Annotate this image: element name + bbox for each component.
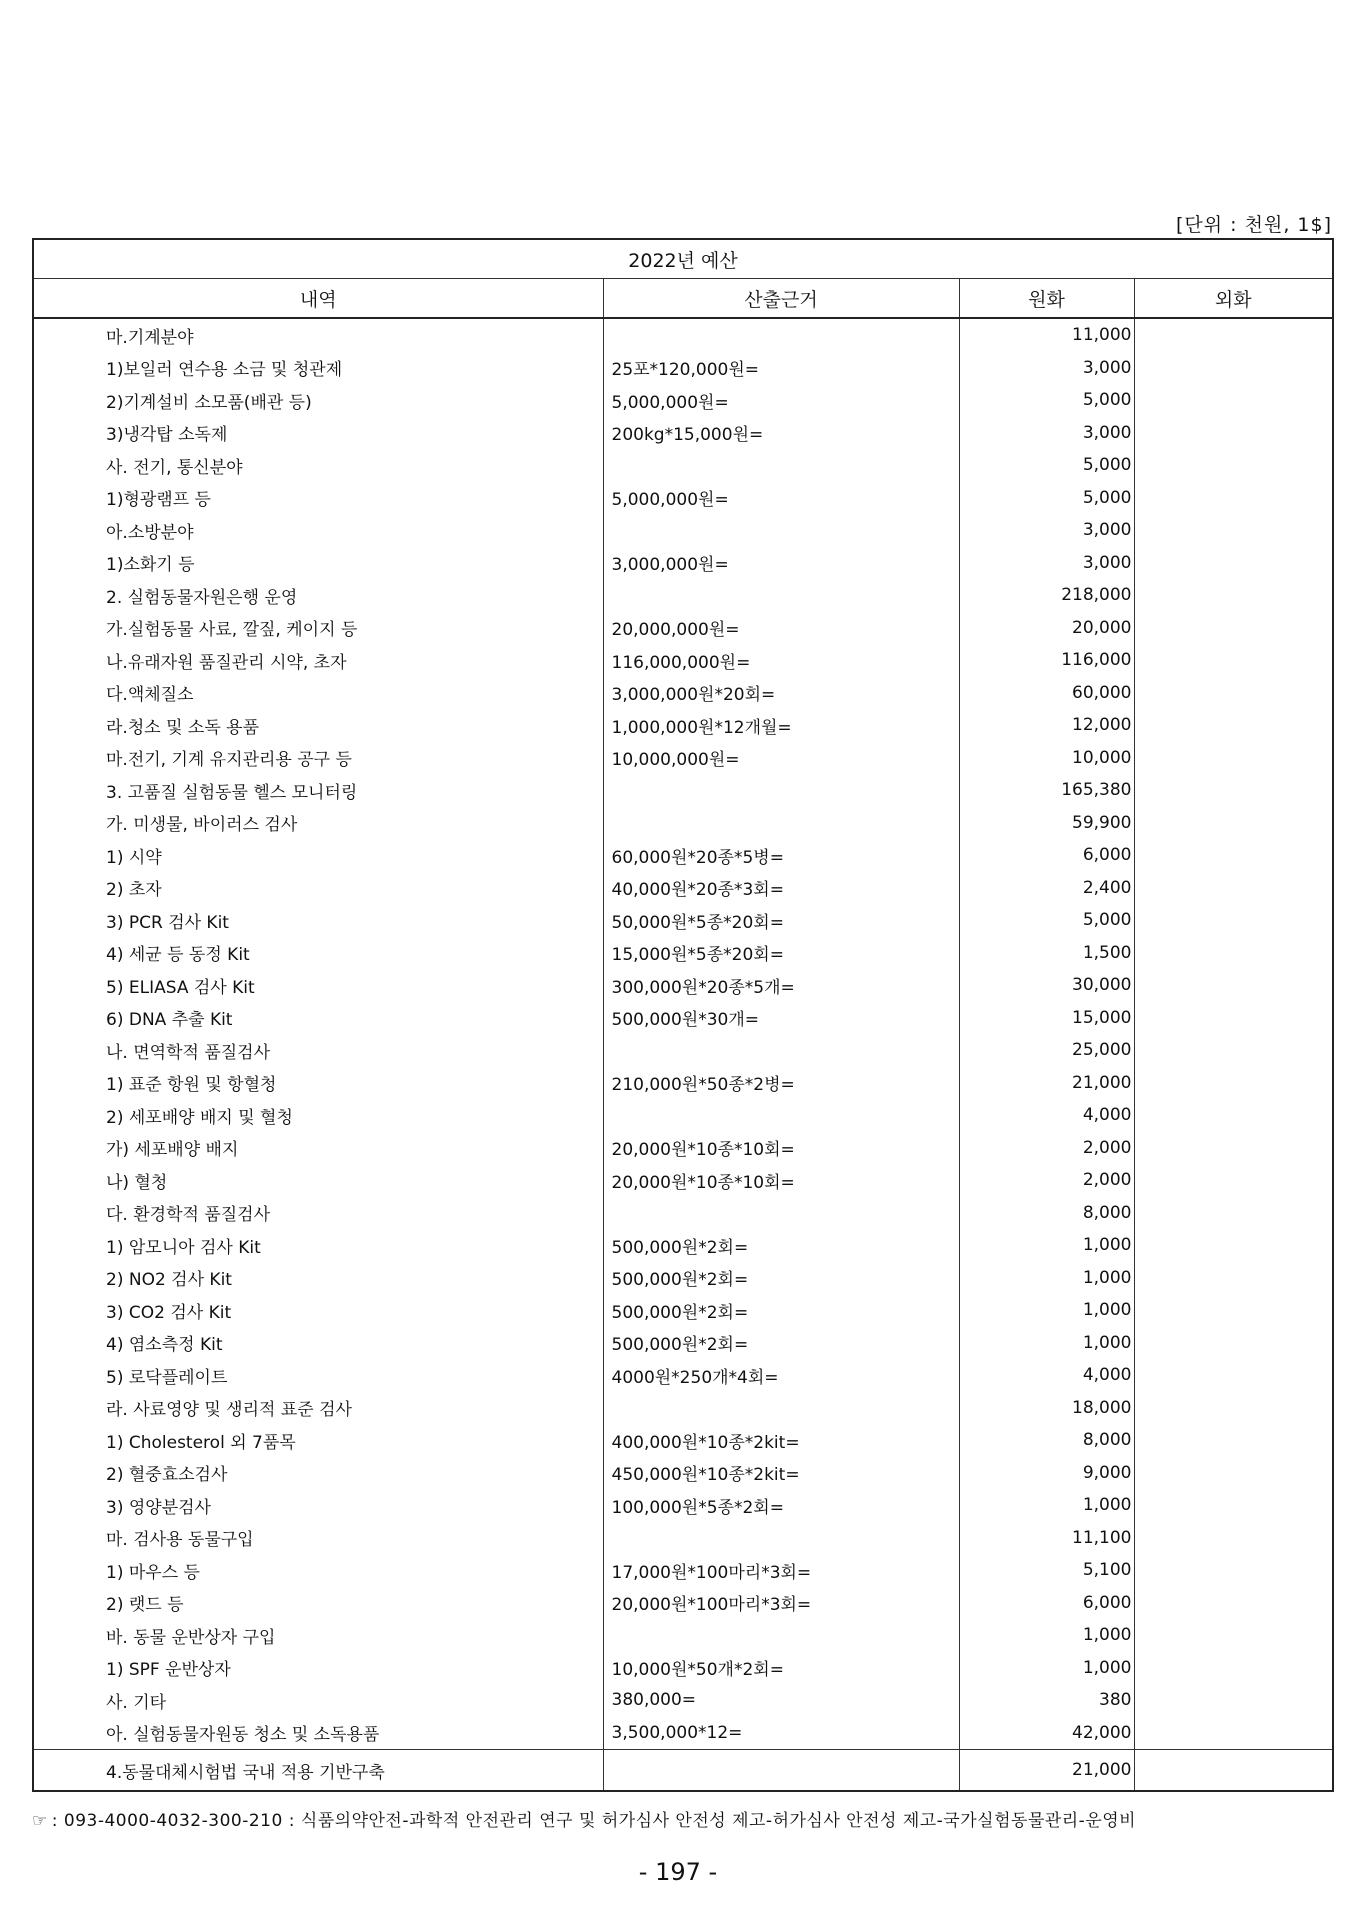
- table-row: [33, 1197, 1333, 1230]
- row-fx: [1134, 1554, 1333, 1587]
- row-won: 1,000: [959, 1652, 1134, 1685]
- row-fx: [1134, 742, 1333, 775]
- row-basis: 3,500,000*12=: [603, 1717, 959, 1750]
- row-basis: 3,000,000원=: [603, 547, 959, 580]
- row-item: 3) PCR 검사 Kit: [33, 904, 603, 937]
- row-fx: [1134, 1132, 1333, 1165]
- row-basis: 4000원*250개*4회=: [603, 1359, 959, 1392]
- row-fx: [1134, 352, 1333, 385]
- table-row: [33, 449, 1333, 482]
- row-fx: [1134, 1262, 1333, 1295]
- row-basis: [603, 449, 959, 482]
- row-won: 5,100: [959, 1554, 1134, 1587]
- row-basis: [603, 1034, 959, 1067]
- row-won: 1,500: [959, 937, 1134, 970]
- row-basis: [603, 514, 959, 547]
- row-won: 21,000: [959, 1750, 1134, 1792]
- row-fx: [1134, 1002, 1333, 1035]
- row-item: 2) 초자: [33, 872, 603, 905]
- table-row: [33, 1229, 1333, 1262]
- row-won: 15,000: [959, 1002, 1134, 1035]
- row-fx: [1134, 1424, 1333, 1457]
- row-basis: 50,000원*5종*20회=: [603, 904, 959, 937]
- table-row: [33, 1522, 1333, 1555]
- table-row: [33, 1262, 1333, 1295]
- table-row: [33, 1359, 1333, 1392]
- table-row: [33, 937, 1333, 970]
- row-won: 11,000: [959, 318, 1134, 352]
- table-row: [33, 1554, 1333, 1587]
- row-basis: 40,000원*20종*3회=: [603, 872, 959, 905]
- table-row: [33, 1424, 1333, 1457]
- table-row: [33, 1587, 1333, 1620]
- table-row: [33, 1619, 1333, 1652]
- row-item: 마.전기, 기계 유지관리용 공구 등: [33, 742, 603, 775]
- row-won: 1,000: [959, 1327, 1134, 1360]
- row-won: 1,000: [959, 1489, 1134, 1522]
- row-fx: [1134, 1294, 1333, 1327]
- row-fx: [1134, 1522, 1333, 1555]
- row-fx: [1134, 1359, 1333, 1392]
- row-item: 3)냉각탑 소독제: [33, 417, 603, 450]
- row-won: 218,000: [959, 579, 1134, 612]
- table-row: [33, 1002, 1333, 1035]
- row-won: 30,000: [959, 969, 1134, 1002]
- row-item: 나) 혈청: [33, 1164, 603, 1197]
- row-fx: [1134, 937, 1333, 970]
- row-item: 1) SPF 운반상자: [33, 1652, 603, 1685]
- row-won: 4,000: [959, 1359, 1134, 1392]
- row-fx: [1134, 1587, 1333, 1620]
- row-basis: [603, 579, 959, 612]
- row-fx: [1134, 1099, 1333, 1132]
- row-basis: [603, 1099, 959, 1132]
- table-row: [33, 1294, 1333, 1327]
- row-item: 아. 실험동물자원동 청소 및 소독용품: [33, 1717, 603, 1750]
- budget-table: [32, 238, 1334, 1792]
- row-won: 3,000: [959, 547, 1134, 580]
- row-item: 3) CO2 검사 Kit: [33, 1294, 603, 1327]
- table-row: [33, 1750, 1333, 1792]
- row-won: 60,000: [959, 677, 1134, 710]
- row-basis: [603, 1750, 959, 1792]
- row-won: 11,100: [959, 1522, 1134, 1555]
- row-won: 3,000: [959, 514, 1134, 547]
- row-won: 1,000: [959, 1229, 1134, 1262]
- row-fx: [1134, 807, 1333, 840]
- row-won: 116,000: [959, 644, 1134, 677]
- row-basis: 500,000원*2회=: [603, 1262, 959, 1295]
- row-won: 4,000: [959, 1099, 1134, 1132]
- row-basis: [603, 807, 959, 840]
- table-row: [33, 1457, 1333, 1490]
- row-item: 2) NO2 검사 Kit: [33, 1262, 603, 1295]
- row-fx: [1134, 1684, 1333, 1717]
- row-item: 5) 로닥플레이트: [33, 1359, 603, 1392]
- row-fx: [1134, 1717, 1333, 1750]
- row-fx: [1134, 969, 1333, 1002]
- table-row: [33, 1717, 1333, 1750]
- row-basis: 3,000,000원*20회=: [603, 677, 959, 710]
- row-won: 8,000: [959, 1197, 1134, 1230]
- row-item: 4) 염소측정 Kit: [33, 1327, 603, 1360]
- row-basis: 400,000원*10종*2kit=: [603, 1424, 959, 1457]
- row-won: 2,400: [959, 872, 1134, 905]
- header-basis: 산출근거: [603, 279, 959, 319]
- row-basis: 116,000,000원=: [603, 644, 959, 677]
- row-item: 5) ELIASA 검사 Kit: [33, 969, 603, 1002]
- row-basis: 500,000원*2회=: [603, 1294, 959, 1327]
- row-item: 1) 시약: [33, 839, 603, 872]
- row-won: 12,000: [959, 709, 1134, 742]
- table-row: [33, 807, 1333, 840]
- row-basis: 20,000원*10종*10회=: [603, 1164, 959, 1197]
- row-basis: [603, 774, 959, 807]
- row-item: 나. 면역학적 품질검사: [33, 1034, 603, 1067]
- row-fx: [1134, 1652, 1333, 1685]
- row-item: 3. 고품질 실험동물 헬스 모니터링: [33, 774, 603, 807]
- row-basis: 500,000원*2회=: [603, 1327, 959, 1360]
- table-row: [33, 644, 1333, 677]
- page-number: - 197 -: [638, 1858, 718, 1886]
- row-item: 1)보일러 연수용 소금 및 청관제: [33, 352, 603, 385]
- row-item: 라. 사료영양 및 생리적 표준 검사: [33, 1392, 603, 1425]
- row-item: 2) 혈중효소검사: [33, 1457, 603, 1490]
- row-won: 42,000: [959, 1717, 1134, 1750]
- table-body: [33, 318, 1333, 1791]
- row-basis: 15,000원*5종*20회=: [603, 937, 959, 970]
- table-row: [33, 742, 1333, 775]
- row-basis: 380,000=: [603, 1684, 959, 1717]
- table-row: [33, 839, 1333, 872]
- row-won: 10,000: [959, 742, 1134, 775]
- row-fx: [1134, 1327, 1333, 1360]
- row-item: 사. 전기, 통신분야: [33, 449, 603, 482]
- row-basis: 17,000원*100마리*3회=: [603, 1554, 959, 1587]
- row-fx: [1134, 384, 1333, 417]
- row-item: 2)기계설비 소모품(배관 등): [33, 384, 603, 417]
- row-won: 25,000: [959, 1034, 1134, 1067]
- row-fx: [1134, 1489, 1333, 1522]
- row-basis: 5,000,000원=: [603, 384, 959, 417]
- table-row: [33, 417, 1333, 450]
- row-fx: [1134, 449, 1333, 482]
- row-won: 2,000: [959, 1132, 1134, 1165]
- row-item: 4) 세균 등 동정 Kit: [33, 937, 603, 970]
- row-basis: 500,000원*2회=: [603, 1229, 959, 1262]
- footnote: [32, 1806, 1136, 1831]
- table-row: [33, 482, 1333, 515]
- row-won: 3,000: [959, 352, 1134, 385]
- row-fx: [1134, 482, 1333, 515]
- row-basis: [603, 1619, 959, 1652]
- row-basis: 20,000,000원=: [603, 612, 959, 645]
- table-row: [33, 612, 1333, 645]
- row-basis: 5,000,000원=: [603, 482, 959, 515]
- row-item: 2) 랫드 등: [33, 1587, 603, 1620]
- row-item: 마. 검사용 동물구입: [33, 1522, 603, 1555]
- row-won: 1,000: [959, 1294, 1134, 1327]
- row-fx: [1134, 1750, 1333, 1792]
- row-basis: 10,000원*50개*2회=: [603, 1652, 959, 1685]
- row-won: 21,000: [959, 1067, 1134, 1100]
- row-basis: [603, 1197, 959, 1230]
- row-won: 5,000: [959, 482, 1134, 515]
- row-fx: [1134, 579, 1333, 612]
- row-fx: [1134, 1164, 1333, 1197]
- row-basis: 500,000원*30개=: [603, 1002, 959, 1035]
- table-row: [33, 514, 1333, 547]
- row-item: 2) 세포배양 배지 및 혈청: [33, 1099, 603, 1132]
- row-item: 1) 마우스 등: [33, 1554, 603, 1587]
- row-fx: [1134, 709, 1333, 742]
- row-basis: [603, 1522, 959, 1555]
- row-won: 20,000: [959, 612, 1134, 645]
- row-fx: [1134, 1392, 1333, 1425]
- row-item: 마.기계분야: [33, 318, 603, 352]
- row-won: 380: [959, 1684, 1134, 1717]
- row-won: 5,000: [959, 449, 1134, 482]
- header-won: 원화: [959, 279, 1134, 319]
- row-item: 가) 세포배양 배지: [33, 1132, 603, 1165]
- row-won: 6,000: [959, 839, 1134, 872]
- row-basis: [603, 318, 959, 352]
- row-basis: 100,000원*5종*2회=: [603, 1489, 959, 1522]
- table-row: [33, 1327, 1333, 1360]
- row-won: 1,000: [959, 1619, 1134, 1652]
- row-item: 2. 실험동물자원은행 운영: [33, 579, 603, 612]
- pointing-hand-icon: ☞: [32, 1811, 48, 1831]
- row-item: 아.소방분야: [33, 514, 603, 547]
- row-basis: 210,000원*50종*2병=: [603, 1067, 959, 1100]
- row-basis: 10,000,000원=: [603, 742, 959, 775]
- table-row: [33, 709, 1333, 742]
- row-fx: [1134, 547, 1333, 580]
- row-fx: [1134, 1229, 1333, 1262]
- header-item: 내역: [33, 279, 603, 319]
- table-row: [33, 969, 1333, 1002]
- header-fx: 외화: [1134, 279, 1333, 319]
- table-row: [33, 1392, 1333, 1425]
- table-row: [33, 774, 1333, 807]
- row-fx: [1134, 514, 1333, 547]
- row-basis: 300,000원*20종*5개=: [603, 969, 959, 1002]
- row-item: 바. 동물 운반상자 구입: [33, 1619, 603, 1652]
- row-fx: [1134, 1457, 1333, 1490]
- row-fx: [1134, 1034, 1333, 1067]
- row-basis: 20,000원*10종*10회=: [603, 1132, 959, 1165]
- table-row: [33, 1132, 1333, 1165]
- table-row: [33, 1489, 1333, 1522]
- row-basis: 20,000원*100마리*3회=: [603, 1587, 959, 1620]
- row-fx: [1134, 774, 1333, 807]
- row-item: 다. 환경학적 품질검사: [33, 1197, 603, 1230]
- row-fx: [1134, 417, 1333, 450]
- row-basis: 1,000,000원*12개월=: [603, 709, 959, 742]
- row-won: 5,000: [959, 904, 1134, 937]
- unit-label: [단위 : 천원, 1$]: [1176, 214, 1332, 236]
- row-item: 4.동물대체시험법 국내 적용 기반구축: [33, 1750, 603, 1792]
- row-won: 3,000: [959, 417, 1134, 450]
- row-item: 나.유래자원 품질관리 시약, 초자: [33, 644, 603, 677]
- row-fx: [1134, 904, 1333, 937]
- row-item: 1) 암모니아 검사 Kit: [33, 1229, 603, 1262]
- table-row: [33, 872, 1333, 905]
- row-won: 59,900: [959, 807, 1134, 840]
- row-basis: 25포*120,000원=: [603, 352, 959, 385]
- row-fx: [1134, 318, 1333, 352]
- row-won: 5,000: [959, 384, 1134, 417]
- table-row: [33, 1164, 1333, 1197]
- row-item: 6) DNA 추출 Kit: [33, 1002, 603, 1035]
- row-item: 라.청소 및 소독 용품: [33, 709, 603, 742]
- row-fx: [1134, 644, 1333, 677]
- table-row: [33, 1034, 1333, 1067]
- table-row: [33, 352, 1333, 385]
- row-fx: [1134, 872, 1333, 905]
- row-basis: 450,000원*10종*2kit=: [603, 1457, 959, 1490]
- row-item: 1)형광램프 등: [33, 482, 603, 515]
- row-fx: [1134, 1619, 1333, 1652]
- row-item: 1) Cholesterol 외 7품목: [33, 1424, 603, 1457]
- row-won: 18,000: [959, 1392, 1134, 1425]
- table-row: [33, 547, 1333, 580]
- row-won: 2,000: [959, 1164, 1134, 1197]
- row-won: 165,380: [959, 774, 1134, 807]
- row-item: 1) 표준 항원 및 항혈청: [33, 1067, 603, 1100]
- table-row: [33, 1067, 1333, 1100]
- table-row: [33, 384, 1333, 417]
- row-won: 9,000: [959, 1457, 1134, 1490]
- table-row: [33, 579, 1333, 612]
- row-won: 1,000: [959, 1262, 1134, 1295]
- row-item: 가.실험동물 사료, 깔짚, 케이지 등: [33, 612, 603, 645]
- row-fx: [1134, 839, 1333, 872]
- row-item: 1)소화기 등: [33, 547, 603, 580]
- row-fx: [1134, 677, 1333, 710]
- table-row: [33, 1652, 1333, 1685]
- row-item: 가. 미생물, 바이러스 검사: [33, 807, 603, 840]
- row-basis: 200kg*15,000원=: [603, 417, 959, 450]
- footnote-text: : 093-4000-4032-300-210 : 식품의약안전-과학적 안전관리 연구 및 허가심사 안전성 제고-허가심사 안전성 제고-국가실험동물관리-운영비: [51, 1811, 1137, 1831]
- row-item: 3) 영양분검사: [33, 1489, 603, 1522]
- row-item: 사. 기타: [33, 1684, 603, 1717]
- row-won: 8,000: [959, 1424, 1134, 1457]
- table-row: [33, 1099, 1333, 1132]
- table-title: 2022년 예산: [33, 239, 1333, 279]
- row-fx: [1134, 1197, 1333, 1230]
- table-row: [33, 904, 1333, 937]
- row-item: 다.액체질소: [33, 677, 603, 710]
- row-won: 6,000: [959, 1587, 1134, 1620]
- table-row: [33, 677, 1333, 710]
- row-fx: [1134, 1067, 1333, 1100]
- row-fx: [1134, 612, 1333, 645]
- row-basis: 60,000원*20종*5병=: [603, 839, 959, 872]
- row-basis: [603, 1392, 959, 1425]
- table-row: [33, 1684, 1333, 1717]
- table-row: [33, 318, 1333, 352]
